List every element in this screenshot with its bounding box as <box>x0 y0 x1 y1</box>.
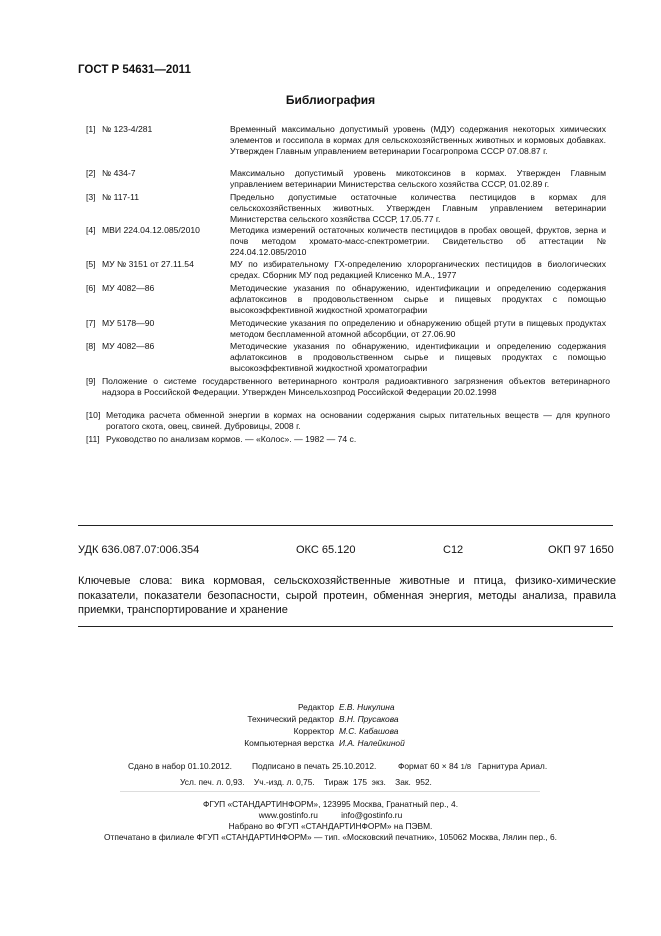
format-mid: × 84 <box>441 761 459 771</box>
print-run-info: Усл. печ. л. 0,93. Уч.-изд. л. 0,75. Тираж 175 экз. Зак. 952. <box>180 777 432 787</box>
reference-text: Методические указания по обнаружению, идентификации и определению содержания афлатоксинов в продовольственном сырье и пищевых продуктах с помощью высокоэффективной жидкостной хроматографии <box>230 283 606 315</box>
typeset-note: Набрано во ФГУП «СТАНДАРТИНФОРМ» на ПЭВМ. <box>228 821 433 831</box>
reference-number: [7] <box>86 318 96 328</box>
reference-number: [8] <box>86 341 96 351</box>
reference-item <box>86 225 606 258</box>
reference-code: МУ № 3151 от 27.11.54 <box>102 259 194 269</box>
reference-text: Методика расчета обменной энергии в кормах на основании содержания сырых питательных веществ — для крупного рогатого скота, овец, свиней. Дубровицы, 2008 г. <box>106 410 610 431</box>
oks-code: ОКС 65.120 <box>296 544 356 556</box>
publisher-web: www.gostinfo.ru info@gostinfo.ru <box>258 810 403 820</box>
credit-person: М.С. Кабашова <box>339 726 399 736</box>
reference-text: Положение о системе государственного ветеринарного контроля радиоактивного загрязнения объектов ветеринарного надзора в Российской Федерации. Утвержден Минсельхозпрод Российской Федерации 20.02.1998 <box>102 376 610 397</box>
credit-person: Е.В. Никулина <box>339 702 395 712</box>
reference-number: [10] <box>86 410 101 420</box>
printed-note: Отпечатано в филиале ФГУП «СТАНДАРТИНФОРМ» — тип. «Московский печатник», 105062 Москва, Лялин пер., 6. <box>103 832 558 842</box>
reference-item <box>86 259 606 281</box>
reference-number: [2] <box>86 168 96 178</box>
bottom-divider <box>78 626 613 627</box>
reference-item <box>86 318 606 340</box>
keywords: Ключевые слова: вика кормовая, сельскохозяйственные животные и птица, физико-химические показатели, показатели безопасности, сырой протеин, обменная энергия, методы анализа, правила приемки, транспортирование и хранение <box>78 575 616 616</box>
reference-text: Максимально допустимый уровень микотоксинов в кормах. Утвержден Главным управлением ветеринарии Министерства сельского хозяйства СССР, 01.02.89 г. <box>230 168 606 189</box>
reference-number: [5] <box>86 259 96 269</box>
reference-text: МУ по избирательному ГХ-определению хлорорганических пестицидов в биологических средах. Сборник МУ под редакцией Клисенко М.А., 1977 <box>230 259 606 280</box>
reference-item <box>86 376 610 398</box>
credit-person: В.Н. Прусакова <box>339 714 399 724</box>
credit-role: Технический редактор <box>247 714 334 724</box>
credit-person: И.А. Налейкиной <box>339 738 405 748</box>
sign-date: Подписано в печать 25.10.2012. <box>252 761 377 771</box>
print-divider <box>120 791 540 792</box>
reference-number: [4] <box>86 225 96 235</box>
credit-role: Корректор <box>293 726 334 736</box>
set-date: Сдано в набор 01.10.2012. <box>128 761 232 771</box>
reference-item <box>86 341 606 374</box>
reference-number: [3] <box>86 192 96 202</box>
page-title: Библиография <box>285 93 376 107</box>
format-prefix: Формат 60 <box>398 761 440 771</box>
reference-text: Временный максимально допустимый уровень (МДУ) содержания некоторых химических элементов и госсипола в кормах для сельскохозяйственных животных и кормовых добавках. Утвержден Главным управлением ветеринарии Госагропрома СССР 07.08.87 г. <box>230 124 606 156</box>
credit-role: Компьютерная верстка <box>244 738 334 748</box>
format-info <box>398 761 471 771</box>
reference-item <box>86 192 606 225</box>
reference-number: [1] <box>86 124 96 134</box>
reference-item <box>86 124 606 157</box>
udk-code: УДК 636.087.07:006.354 <box>78 544 200 556</box>
reference-code: МУ 4082—86 <box>102 341 155 351</box>
credit-role: Редактор <box>297 702 334 712</box>
reference-number: [6] <box>86 283 96 293</box>
reference-code: № 123-4/281 <box>102 124 153 134</box>
okp-code: ОКП 97 1650 <box>548 544 614 556</box>
reference-item <box>86 434 610 445</box>
top-divider <box>78 525 613 526</box>
reference-code: МВИ 224.04.12.085/2010 <box>102 225 200 235</box>
publisher-address: ФГУП «СТАНДАРТИНФОРМ», 123995 Москва, Гранатный пер., 4. <box>202 799 459 809</box>
reference-number: [9] <box>86 376 96 386</box>
reference-text: Методика измерений остаточных количеств пестицидов в пробах овощей, фруктов, зерна и почв методом хромато-масс-спектрометрии. Свидетельство об аттестации № 224.04.12.085/2010 <box>230 225 606 257</box>
reference-text: Методические указания по обнаружению, идентификации и определению содержания афлатоксинов в продовольственном сырье и пищевых продуктах с помощью высокоэффективной жидкостной хроматографии <box>230 341 606 373</box>
reference-item <box>86 410 610 432</box>
group-code: С12 <box>443 544 464 556</box>
reference-item <box>86 168 606 190</box>
reference-code: № 117-11 <box>102 192 140 202</box>
standard-number: ГОСТ Р 54631—2011 <box>78 64 191 76</box>
reference-code: МУ 4082—86 <box>102 283 155 293</box>
reference-text: Предельно допустимые остаточные количества пестицидов в кормах для сельскохозяйственных животных. Утвержден Главным управлением ветеринарии Министерства сельского хозяйства СССР, 17.05.77 г. <box>230 192 606 224</box>
font-info: Гарнитура Ариал. <box>478 761 548 771</box>
reference-number: [11] <box>86 434 100 444</box>
reference-text: Руководство по анализам кормов. — «Колос». — 1982 — 74 с. <box>106 434 357 444</box>
reference-text: Методические указания по определению и обнаружению общей ртути в пищевых продуктах методом беспламенной атомной абсорбции, от 27.06.90 <box>230 318 606 339</box>
reference-code: МУ 5178—90 <box>102 318 155 328</box>
format-fraction: 1/8 <box>460 762 472 771</box>
reference-code: № 434-7 <box>102 168 136 178</box>
reference-item <box>86 283 606 316</box>
